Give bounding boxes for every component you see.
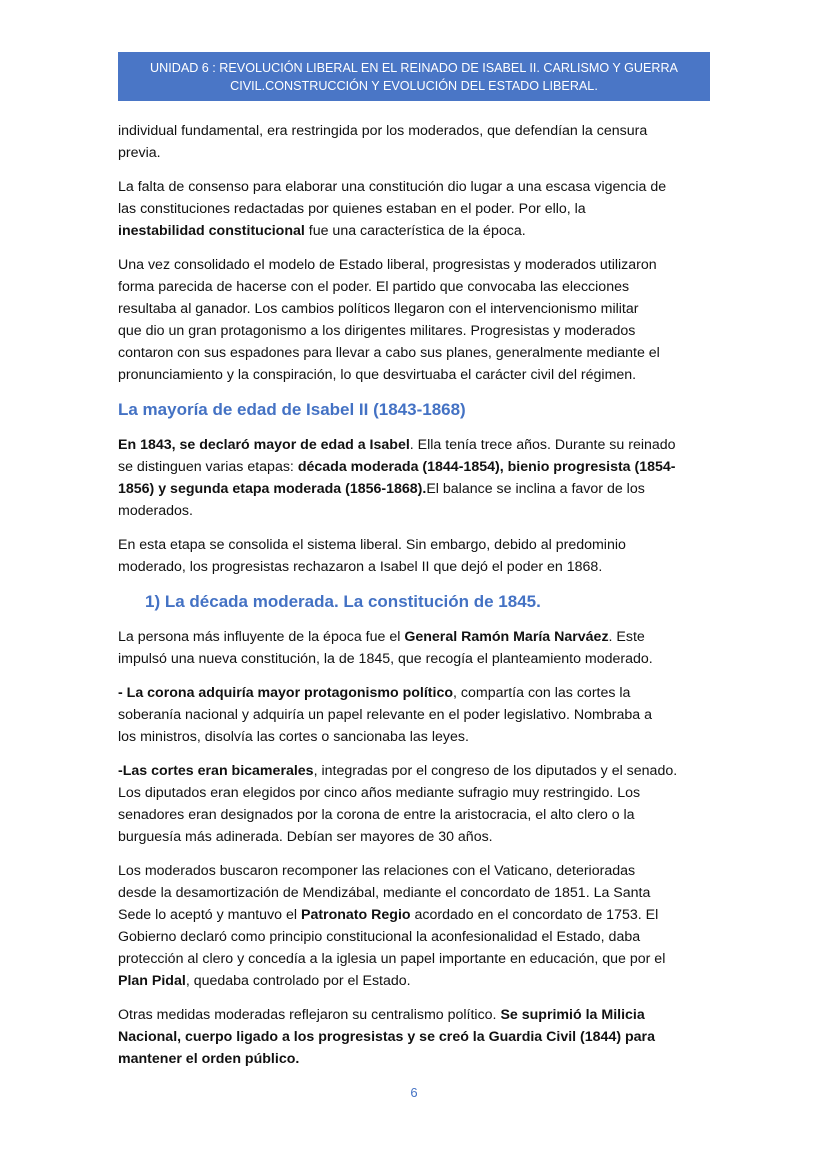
document-body xyxy=(118,120,718,1082)
text: La persona más influyente de la época fue el xyxy=(118,629,405,645)
text-line xyxy=(118,948,718,970)
text: . Ella tenía trece años. Durante su reinado xyxy=(409,437,676,453)
text: Gobierno declaró como principio constitucional la aconfesionalidad el Estado, daba xyxy=(118,929,641,945)
text: fue una característica de la época. xyxy=(304,223,526,239)
paragraph xyxy=(118,860,718,992)
bold-text: Se suprimió la Milicia xyxy=(500,1007,645,1023)
paragraph xyxy=(118,434,718,522)
unit-header-banner xyxy=(118,52,710,101)
paragraph xyxy=(118,176,718,242)
bold-text: 1856) y segunda etapa moderada (1856-1868). xyxy=(118,481,427,497)
paragraph xyxy=(118,254,718,386)
bold-text: década moderada (1844-1854), bienio progresista (1854- xyxy=(297,459,676,475)
text-line xyxy=(118,804,718,826)
text: individual fundamental, era restringida por los moderados, que defendían la censura xyxy=(118,123,648,139)
text-line xyxy=(118,478,718,500)
text-line xyxy=(118,782,718,804)
text: acordado en el concordato de 1753. El xyxy=(410,907,659,923)
bold-text: mantener el orden público. xyxy=(118,1051,300,1067)
text: se distinguen varias etapas: xyxy=(118,459,298,475)
text-line xyxy=(118,726,718,748)
text: , quedaba controlado por el Estado. xyxy=(185,973,411,989)
text-line xyxy=(118,176,718,198)
text: , compartía con las cortes la xyxy=(453,685,631,701)
header-line-2: CIVIL.CONSTRUCCIÓN Y EVOLUCIÓN DEL ESTADO LIBERAL. xyxy=(230,79,598,93)
text: Otras medidas moderadas reflejaron su centralismo político. xyxy=(118,1007,501,1023)
text: burguesía más adinerada. Debían ser mayores de 30 años. xyxy=(118,829,493,845)
text-line xyxy=(118,364,718,386)
text: que dio un gran protagonismo a los dirigentes militares. Progresistas y moderados xyxy=(118,323,636,339)
page-number: 6 xyxy=(410,1085,418,1100)
text: Los diputados eran elegidos por cinco años mediante sufragio muy restringido. Los xyxy=(118,785,641,801)
subsection-heading: 1) La década moderada. La constitución de 1845. xyxy=(145,592,541,611)
text: La falta de consenso para elaborar una constitución dio lugar a una escasa vigencia de xyxy=(118,179,667,195)
bold-text: Plan Pidal xyxy=(118,973,186,989)
text: Los moderados buscaron recomponer las relaciones con el Vaticano, deterioradas xyxy=(118,863,636,879)
text-line xyxy=(118,534,718,556)
bold-text: General Ramón María Narváez xyxy=(404,629,609,645)
text: senadores eran designados por la corona de entre la aristocracia, el alto clero o la xyxy=(118,807,635,823)
header-line-1: UNIDAD 6 : REVOLUCIÓN LIBERAL EN EL REINADO DE ISABEL II. CARLISMO Y GUERRA xyxy=(150,61,678,75)
text-line xyxy=(118,860,718,882)
text: impulsó una nueva constitución, la de 1845, que recogía el planteamiento moderado. xyxy=(118,651,653,667)
text: protección al clero y concedía a la iglesia un papel importante en educación, que por el xyxy=(118,951,666,967)
text: resultaba al ganador. Los cambios políticos llegaron con el intervencionismo militar xyxy=(118,301,639,317)
text: forma parecida de hacerse con el poder. El partido que convocaba las elecciones xyxy=(118,279,630,295)
paragraph xyxy=(118,682,718,748)
bold-text: Nacional, cuerpo ligado a los progresistas y se creó la Guardia Civil (1844) para xyxy=(118,1029,655,1045)
text-line xyxy=(118,826,718,848)
text: El balance se inclina a favor de los xyxy=(426,481,645,497)
bold-text: Patronato Regio xyxy=(300,907,411,923)
paragraph xyxy=(118,1004,718,1070)
bold-text: En 1843, se declaró mayor de edad a Isabel xyxy=(118,437,410,453)
text-line xyxy=(118,760,718,782)
text: previa. xyxy=(118,145,161,161)
text: moderados. xyxy=(118,503,193,519)
text-line xyxy=(118,970,718,992)
text-line xyxy=(118,320,718,342)
text: pronunciamiento y la conspiración, lo que desvirtuaba el carácter civil del régimen. xyxy=(118,367,637,383)
bold-text: - La corona adquiría mayor protagonismo político xyxy=(118,685,454,701)
bold-text: inestabilidad constitucional xyxy=(118,223,305,239)
text: moderado, los progresistas rechazaron a Isabel II que dejó el poder en 1868. xyxy=(118,559,603,575)
text: , integradas por el congreso de los diputados y el senado. xyxy=(313,763,678,779)
text-line xyxy=(118,704,718,726)
text-line xyxy=(118,120,718,142)
text-line xyxy=(118,882,718,904)
text: soberanía nacional y adquiría un papel relevante en el poder legislativo. Nombraba a xyxy=(118,707,652,723)
text-line xyxy=(118,254,718,276)
text-line xyxy=(118,434,718,456)
text: . Este xyxy=(608,629,645,645)
text-line xyxy=(118,198,718,220)
text-line xyxy=(118,456,718,478)
text-line xyxy=(118,500,718,522)
text: Sede lo aceptó y mantuvo el xyxy=(118,907,301,923)
text-line xyxy=(118,904,718,926)
text: los ministros, disolvía las cortes o sancionaba las leyes. xyxy=(118,729,469,745)
text: las constituciones redactadas por quienes estaban en el poder. Por ello, la xyxy=(118,201,586,217)
text-line xyxy=(118,342,718,364)
text-line xyxy=(118,1048,718,1070)
text-line xyxy=(118,142,718,164)
text-line xyxy=(118,626,718,648)
text-line xyxy=(118,1026,718,1048)
text-line xyxy=(118,298,718,320)
section-heading: La mayoría de edad de Isabel II (1843-1868) xyxy=(118,400,466,419)
bold-text: -Las cortes eran bicamerales xyxy=(118,763,314,779)
paragraph xyxy=(118,534,718,578)
text-line xyxy=(118,556,718,578)
paragraph xyxy=(118,120,718,164)
text-line xyxy=(118,926,718,948)
text-line xyxy=(118,1004,718,1026)
text-line xyxy=(118,682,718,704)
text: En esta etapa se consolida el sistema liberal. Sin embargo, debido al predominio xyxy=(118,537,626,553)
text: Una vez consolidado el modelo de Estado liberal, progresistas y moderados utilizaron xyxy=(118,257,657,273)
text-line xyxy=(118,220,718,242)
text-line xyxy=(118,276,718,298)
paragraph xyxy=(118,760,718,848)
text: desde la desamortización de Mendizábal, mediante el concordato de 1851. La Santa xyxy=(118,885,651,901)
text: contaron con sus espadones para llevar a cabo sus planes, generalmente mediante el xyxy=(118,345,660,361)
paragraph xyxy=(118,626,718,670)
text-line xyxy=(118,648,718,670)
